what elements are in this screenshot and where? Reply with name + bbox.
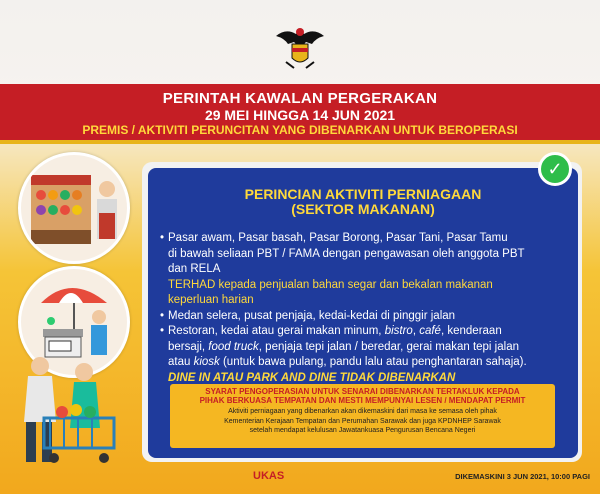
header-dates: 29 MEI HINGGA 14 JUN 2021	[204, 107, 396, 123]
list-item-cont: di bawah seliaan PBT / FAMA dengan pengawasan oleh anggota PBT	[168, 247, 525, 260]
activity-list	[160, 231, 570, 386]
list-item-cont: dan RELA	[168, 263, 221, 275]
header-subtitle: PREMIS / AKTIVITI PERUNCITAN YANG DIBENARKAN UNTUK BEROPERASI	[82, 123, 518, 137]
list-item: • Restoran, kedai atau gerai makan minum, bistro, café, kenderaan	[160, 325, 502, 337]
shoppers-illustration	[4, 352, 144, 470]
dine-in-notice: DINE IN ATAU PARK AND DINE TIDAK DIBENARKAN	[168, 371, 456, 384]
conditions-title: PIHAK BERKUASA TEMPATAN DAN MESTI MEMPUNYAI LESEN / MENDAPAT PERMIT	[199, 396, 526, 405]
header-title: PERINTAH KAWALAN PERGERAKAN	[162, 90, 438, 107]
last-updated: DIKEMASKINI 3 JUN 2021, 10:00 PAGI	[455, 472, 590, 481]
panel-subheading: (SEKTOR MAKANAN)	[291, 201, 435, 217]
list-item-cont: atau kiosk (untuk bawa pulang, pandu lalu atau penghantaran sahaja).	[168, 356, 527, 368]
ukas-logo: UKAS	[253, 470, 285, 482]
list-item-cont: bersaji, food truck, penjaja tepi jalan / beredar, gerai makan tepi jalan	[168, 340, 519, 353]
restriction-text: keperluan harian	[168, 294, 254, 306]
list-item: • Medan selera, pusat penjaja, kedai-kedai di pinggir jalan	[160, 309, 456, 322]
conditions-body: Aktiviti perniagaan yang dibenarkan akan dikemaskini dari masa ke semasa oleh pihak Kementerian Kerajaan Tempatan dan Perumahan Sarawak dan juga KPDNHEP Sarawak setelah mendapat kelulusan Jawatankuasa Pengurusan Bencana Negeri	[224, 408, 501, 434]
list-item: • Pasar awam, Pasar basah, Pasar Borong, Pasar Tani, Pasar Tamu	[160, 232, 508, 244]
restriction-text: TERHAD kepada penjualan bahan segar dan bekalan makanan	[168, 278, 493, 291]
market-stall-illustration	[18, 152, 130, 264]
conditions-title: SYARAT PENGOPERASIAN UNTUK SENARAI DIBENARKAN TERTAKLUK KEPADA	[205, 387, 520, 396]
panel-heading: PERINCIAN AKTIVITI PERNIAGAAN	[244, 186, 482, 202]
check-icon: ✓	[538, 152, 572, 186]
crest-icon	[272, 18, 328, 74]
